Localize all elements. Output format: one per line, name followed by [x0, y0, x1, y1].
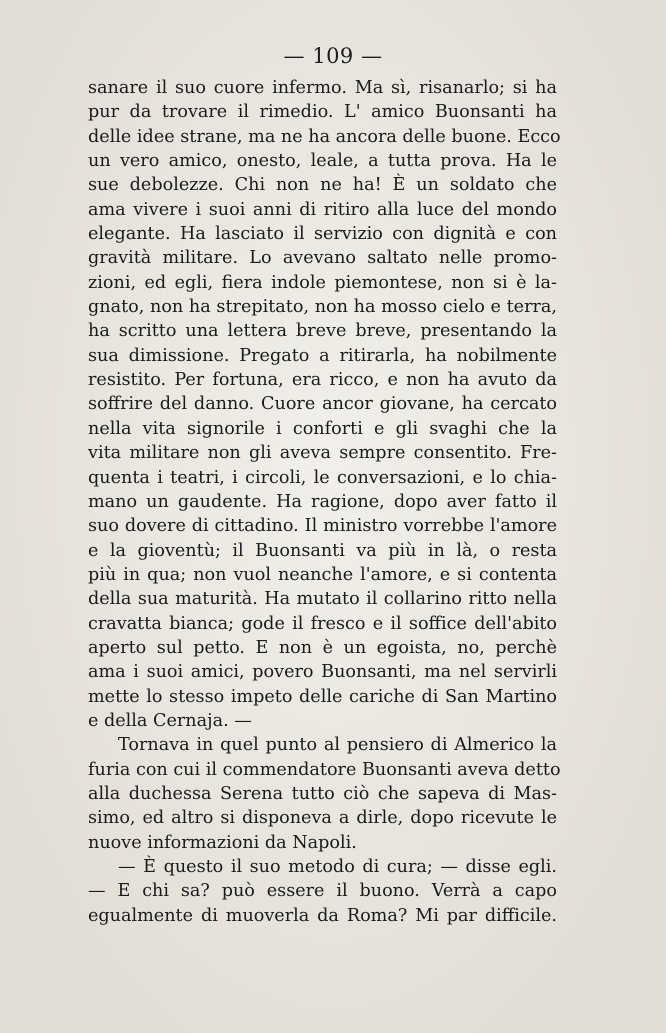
text-line: suo dovere di cittadino. Il ministro vorrebbe l'amore [88, 516, 557, 537]
text-line: della sua maturità. Ha mutato il collarino ritto nella [88, 589, 557, 610]
text-line: vita militare non gli aveva sempre consentito. Fre- [88, 443, 557, 464]
text-line: sue debolezze. Chi non ne ha! È un soldato che [88, 175, 557, 196]
text-line: gnato, non ha strepitato, non ha mosso cielo e terra, [88, 297, 557, 318]
page-number: — 109 — [283, 44, 383, 68]
text-line-paragraph-start: — È questo il suo metodo di cura; — disse egli. [118, 857, 557, 877]
text-line: aperto sul petto. E non è un egoista, no, perchè [88, 637, 557, 658]
text-line: ama i suoi amici, povero Buonsanti, ma nel servirli [88, 662, 557, 683]
text-line: nella vita signorile i conforti e gli svaghi che la [88, 418, 557, 439]
text-line: più in qua; non vuol neanche l'amore, e si contenta [88, 564, 557, 585]
body-text [88, 76, 561, 928]
text-line: gravità militare. Lo avevano saltato nelle promo- [88, 248, 557, 269]
text-line: — E chi sa? può essere il buono. Verrà a capo [88, 881, 557, 902]
text-line: elegante. Ha lasciato il servizio con dignità e con [88, 224, 557, 245]
text-line: e la gioventù; il Buonsanti va più in là, o resta [88, 540, 557, 561]
text-line: mano un gaudente. Ha ragione, dopo aver fatto il [88, 491, 557, 512]
text-line-paragraph-end: nuove informazioni da Napoli. [88, 832, 357, 853]
text-line: ama vivere i suoi anni di ritiro alla luce del mondo [88, 199, 557, 220]
text-line-paragraph-end: e della Cernaja. — [88, 710, 252, 731]
text-line: sanare il suo cuore infermo. Ma sì, risanarlo; si ha [88, 78, 557, 98]
text-line: pur da trovare il rimedio. L' amico Buonsanti ha [88, 102, 557, 123]
text-line: mette lo stesso impeto delle cariche di San Martino [88, 686, 557, 707]
text-line: delle idee strane, ma ne ha ancora delle buone. Ecco [88, 126, 561, 147]
text-line: simo, ed altro si disponeva a dirle, dopo ricevute le [88, 808, 557, 829]
text-line: cravatta bianca; gode il fresco e il soffice dell'abito [88, 613, 557, 634]
text-line: egualmente di muoverla da Roma? Mi par difficile. [88, 905, 557, 926]
text-line-paragraph-start: Tornava in quel punto al pensiero di Almerico la [118, 735, 557, 756]
text-line: zioni, ed egli, fiera indole piemontese, non si è la- [88, 272, 557, 293]
text-line: ha scritto una lettera breve breve, presentando la [88, 321, 557, 342]
text-line: furia con cui il commendatore Buonsanti aveva detto [88, 759, 561, 780]
text-line: un vero amico, onesto, leale, a tutta prova. Ha le [88, 151, 557, 172]
text-line: resistito. Per fortuna, era ricco, e non ha avuto da [88, 370, 557, 391]
text-line: quenta i teatri, i circoli, le conversazioni, e lo chia- [88, 467, 557, 488]
text-line: sua dimissione. Pregato a ritirarla, ha nobilmente [88, 345, 557, 366]
text-line: alla duchessa Serena tutto ciò che sapeva di Mas- [88, 783, 557, 804]
text-line: soffrire del danno. Cuore ancor giovane, ha cercato [88, 394, 557, 415]
